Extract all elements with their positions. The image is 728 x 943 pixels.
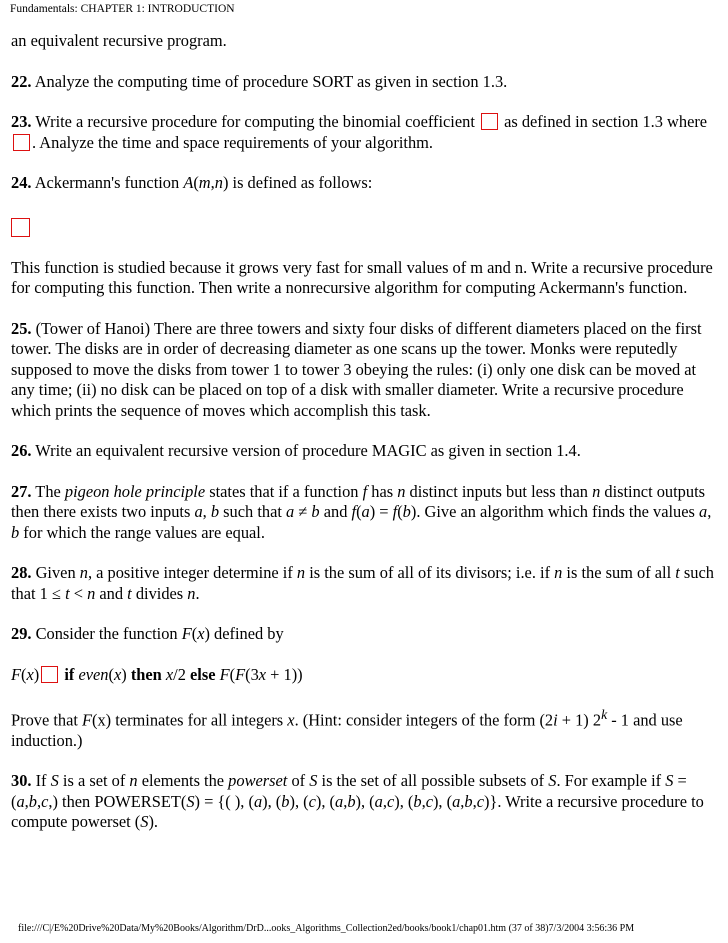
text: ) <box>121 664 131 684</box>
text: as defined in section 1.3 where <box>499 112 708 131</box>
broken-image-icon <box>481 113 498 130</box>
text: Ackermann's function <box>31 173 184 192</box>
exercise-number: 22. <box>11 71 32 91</box>
math: a <box>16 791 25 811</box>
text: such that 1 <box>11 563 714 603</box>
text: - 1 and use induction.) <box>11 710 683 750</box>
exercise-number: 26. <box>11 441 32 460</box>
math: b <box>413 791 422 811</box>
page-footer: file:///C|/E%20Drive%20Data/My%20Books/Algorithm/DrD...ooks_Algorithms_Collection2ed/books/book1/chap01.htm (37 of 38)7/3/2004 3:56:36 PM <box>18 923 635 934</box>
text: )}. Write a recursive procedure to compute powerset ( <box>11 791 704 832</box>
exercise-number: 29. <box>11 624 32 643</box>
text: . For example if <box>556 771 666 791</box>
math: S <box>548 771 557 791</box>
text: ). Give an algorithm which finds the values <box>410 502 700 521</box>
math: b <box>464 791 473 811</box>
keyword: if <box>64 664 75 684</box>
math: f <box>392 502 398 521</box>
text: If <box>31 771 51 791</box>
exercise-26 <box>11 441 723 462</box>
math: b <box>281 791 290 811</box>
math: b <box>402 502 411 521</box>
text: ( <box>397 502 403 521</box>
math: c <box>386 791 395 811</box>
text: ), ( <box>262 791 282 811</box>
math: n <box>397 481 406 501</box>
math: n <box>87 583 96 603</box>
math: n <box>554 563 563 582</box>
text: is the set of all possible subsets of <box>317 771 549 791</box>
text: + 1)) <box>266 664 303 684</box>
math: n <box>296 563 306 582</box>
math: a <box>194 502 203 521</box>
math: x <box>287 710 295 730</box>
text: has <box>367 481 398 501</box>
math: n <box>187 583 196 603</box>
exercise-text: (Tower of Hanoi) There are three towers and sixty four disks of different diameters placed on the first tower. The disks are in order of decreasing diameter as one scans up the tower. Monks were reputedly supposed to move the disks from tower 1 to tower 3 obeying the rules: (i) only one disk can be moved at any time; (ii) no disk can be placed on top of a disk with smaller diameter. Write a recursive procedure which prints the sequence of moves which accomplish this task. <box>11 318 702 420</box>
math: F <box>11 664 22 684</box>
text: distinct inputs but less than <box>405 481 593 501</box>
math: b <box>347 791 356 811</box>
exercise-28 <box>11 563 723 604</box>
term: powerset <box>228 771 288 791</box>
text: ) <box>33 664 40 684</box>
math: b <box>210 502 220 521</box>
math: c <box>308 791 316 811</box>
math: f <box>351 502 357 521</box>
text: for which the range values are equal. <box>19 522 265 542</box>
math: c <box>476 791 484 811</box>
exercise-text: Analyze the computing time of procedure SORT as given in section 1.3. <box>31 71 508 91</box>
exercise-25 <box>11 319 723 422</box>
broken-image-icon <box>41 666 58 683</box>
exercise-text: Write an equivalent recursive version of procedure MAGIC as given in section 1.4. <box>31 441 581 460</box>
text: ( <box>108 664 114 684</box>
text: Write a recursive procedure for computing the binomial coefficient <box>31 112 479 131</box>
keyword: else <box>190 664 216 684</box>
text: Consider the function <box>31 624 182 643</box>
text: < <box>69 583 88 603</box>
text: (3 <box>245 664 259 684</box>
math: a <box>253 791 263 811</box>
math: k <box>601 707 608 722</box>
math: F <box>219 664 230 684</box>
text: /2 <box>173 664 191 684</box>
text: ) = <box>369 502 393 521</box>
math: x <box>197 624 205 643</box>
text: ), ( <box>289 791 309 811</box>
text: ) = {( ), ( <box>194 791 254 811</box>
math: x <box>165 664 174 684</box>
text: (x) terminates for all integers <box>92 710 288 730</box>
text: is a set of <box>58 771 130 791</box>
text: ( <box>356 502 362 521</box>
text: . Analyze the time and space requirements of your algorithm. <box>32 132 433 152</box>
exercise-23 <box>11 112 723 153</box>
keyword: then <box>130 664 162 684</box>
text: , <box>210 173 215 192</box>
text: is the sum of all <box>562 563 676 582</box>
exercise-number: 23. <box>11 112 32 131</box>
math: t <box>65 583 70 603</box>
text: This function is studied because it grows very fast for small values of m and n. Write a recursive procedure for computing this function. Then write a nonrecursive algorithm for computing Ackermann's function. <box>11 257 713 297</box>
text: , <box>472 791 477 811</box>
less-equal-symbol: ≤ <box>51 583 61 603</box>
text: ), ( <box>432 791 453 811</box>
exercise-24-text <box>11 258 723 299</box>
math: n <box>592 481 601 501</box>
text: = ( <box>11 771 687 811</box>
text: Given <box>31 563 80 582</box>
text: , a positive integer determine if <box>87 563 297 582</box>
math: n <box>129 771 138 791</box>
exercise-29-proof <box>11 705 723 751</box>
math: c <box>41 791 49 811</box>
broken-image-icon <box>11 218 30 237</box>
text: states that if a function <box>205 481 363 501</box>
exercise-22 <box>11 72 723 93</box>
text: Prove that <box>11 710 83 730</box>
text: , <box>421 791 426 811</box>
math: t <box>675 563 680 582</box>
text: ). <box>148 812 159 832</box>
text: ) defined by <box>204 624 284 643</box>
exercise-30 <box>11 771 723 833</box>
term: pigeon hole principle <box>64 481 206 501</box>
text: an equivalent recursive program. <box>11 31 227 50</box>
math: a <box>699 502 708 521</box>
text: The <box>31 481 65 501</box>
text: , <box>382 791 387 811</box>
exercise-number: 25. <box>11 318 32 338</box>
math: c <box>425 791 433 811</box>
text: elements the <box>137 771 229 791</box>
math: x <box>113 664 122 684</box>
ackermann-formula-image <box>11 214 723 238</box>
text: of <box>287 771 310 791</box>
text: , <box>343 791 348 811</box>
document-body <box>11 31 723 853</box>
exercise-29-definition <box>11 665 723 686</box>
text: , <box>36 791 42 811</box>
math: t <box>127 583 132 603</box>
math: a <box>286 502 295 521</box>
exercise-29 <box>11 624 723 645</box>
text: , <box>460 791 465 811</box>
math: F <box>181 624 192 643</box>
text: is the sum of all of its divisors; i.e. if <box>305 563 555 582</box>
math: F <box>82 710 93 730</box>
math: x <box>258 664 267 684</box>
math: even <box>78 664 109 684</box>
not-equal-symbol: ≠ <box>298 502 308 521</box>
text: ), ( <box>355 791 375 811</box>
text: ), ( <box>394 791 414 811</box>
math: a <box>452 791 461 811</box>
broken-image-icon <box>13 134 30 151</box>
text: ), ( <box>315 791 336 811</box>
math: a <box>361 502 370 521</box>
text: . (Hint: consider integers of the form (2 <box>294 710 554 730</box>
exercise-number: 30. <box>11 771 32 791</box>
math: n <box>79 563 88 582</box>
exercise-number: 28. <box>11 563 32 582</box>
text: ( <box>21 664 27 684</box>
text: . <box>195 583 200 603</box>
math: a <box>374 791 383 811</box>
text: , <box>24 791 29 811</box>
math: F <box>235 664 246 684</box>
math: A <box>183 173 194 192</box>
page-header: Fundamentals: CHAPTER 1: INTRODUCTION <box>10 3 235 15</box>
math: i <box>553 710 558 730</box>
text: ( <box>193 173 199 192</box>
text: ,) then POWERSET( <box>48 791 187 811</box>
math: n <box>214 173 223 192</box>
exercise-27 <box>11 482 723 544</box>
text: , <box>707 502 712 521</box>
math: S <box>186 791 195 811</box>
text: , <box>202 502 211 521</box>
text: ( <box>191 624 198 643</box>
text: and <box>319 502 352 521</box>
math: S <box>665 771 674 791</box>
paragraph-continued <box>11 31 723 52</box>
math: m <box>198 173 211 192</box>
math: b <box>311 502 320 521</box>
exercise-24 <box>11 173 723 194</box>
exercise-number: 24. <box>11 173 32 192</box>
math: x <box>26 664 34 684</box>
math: b <box>11 522 20 542</box>
text: + 1) 2 <box>557 710 602 730</box>
math: b <box>28 791 37 811</box>
text: divides <box>131 583 188 603</box>
math: S <box>309 771 318 791</box>
math: S <box>140 812 149 832</box>
math: S <box>50 771 59 791</box>
text: distinct outputs then there exists two inputs <box>11 481 706 521</box>
math: a <box>335 791 344 811</box>
text: ( <box>229 664 236 684</box>
text: ) is defined as follows: <box>222 173 373 192</box>
exercise-number: 27. <box>11 481 32 501</box>
math: f <box>362 481 368 501</box>
text: and <box>95 583 128 603</box>
text: such that <box>219 502 286 521</box>
